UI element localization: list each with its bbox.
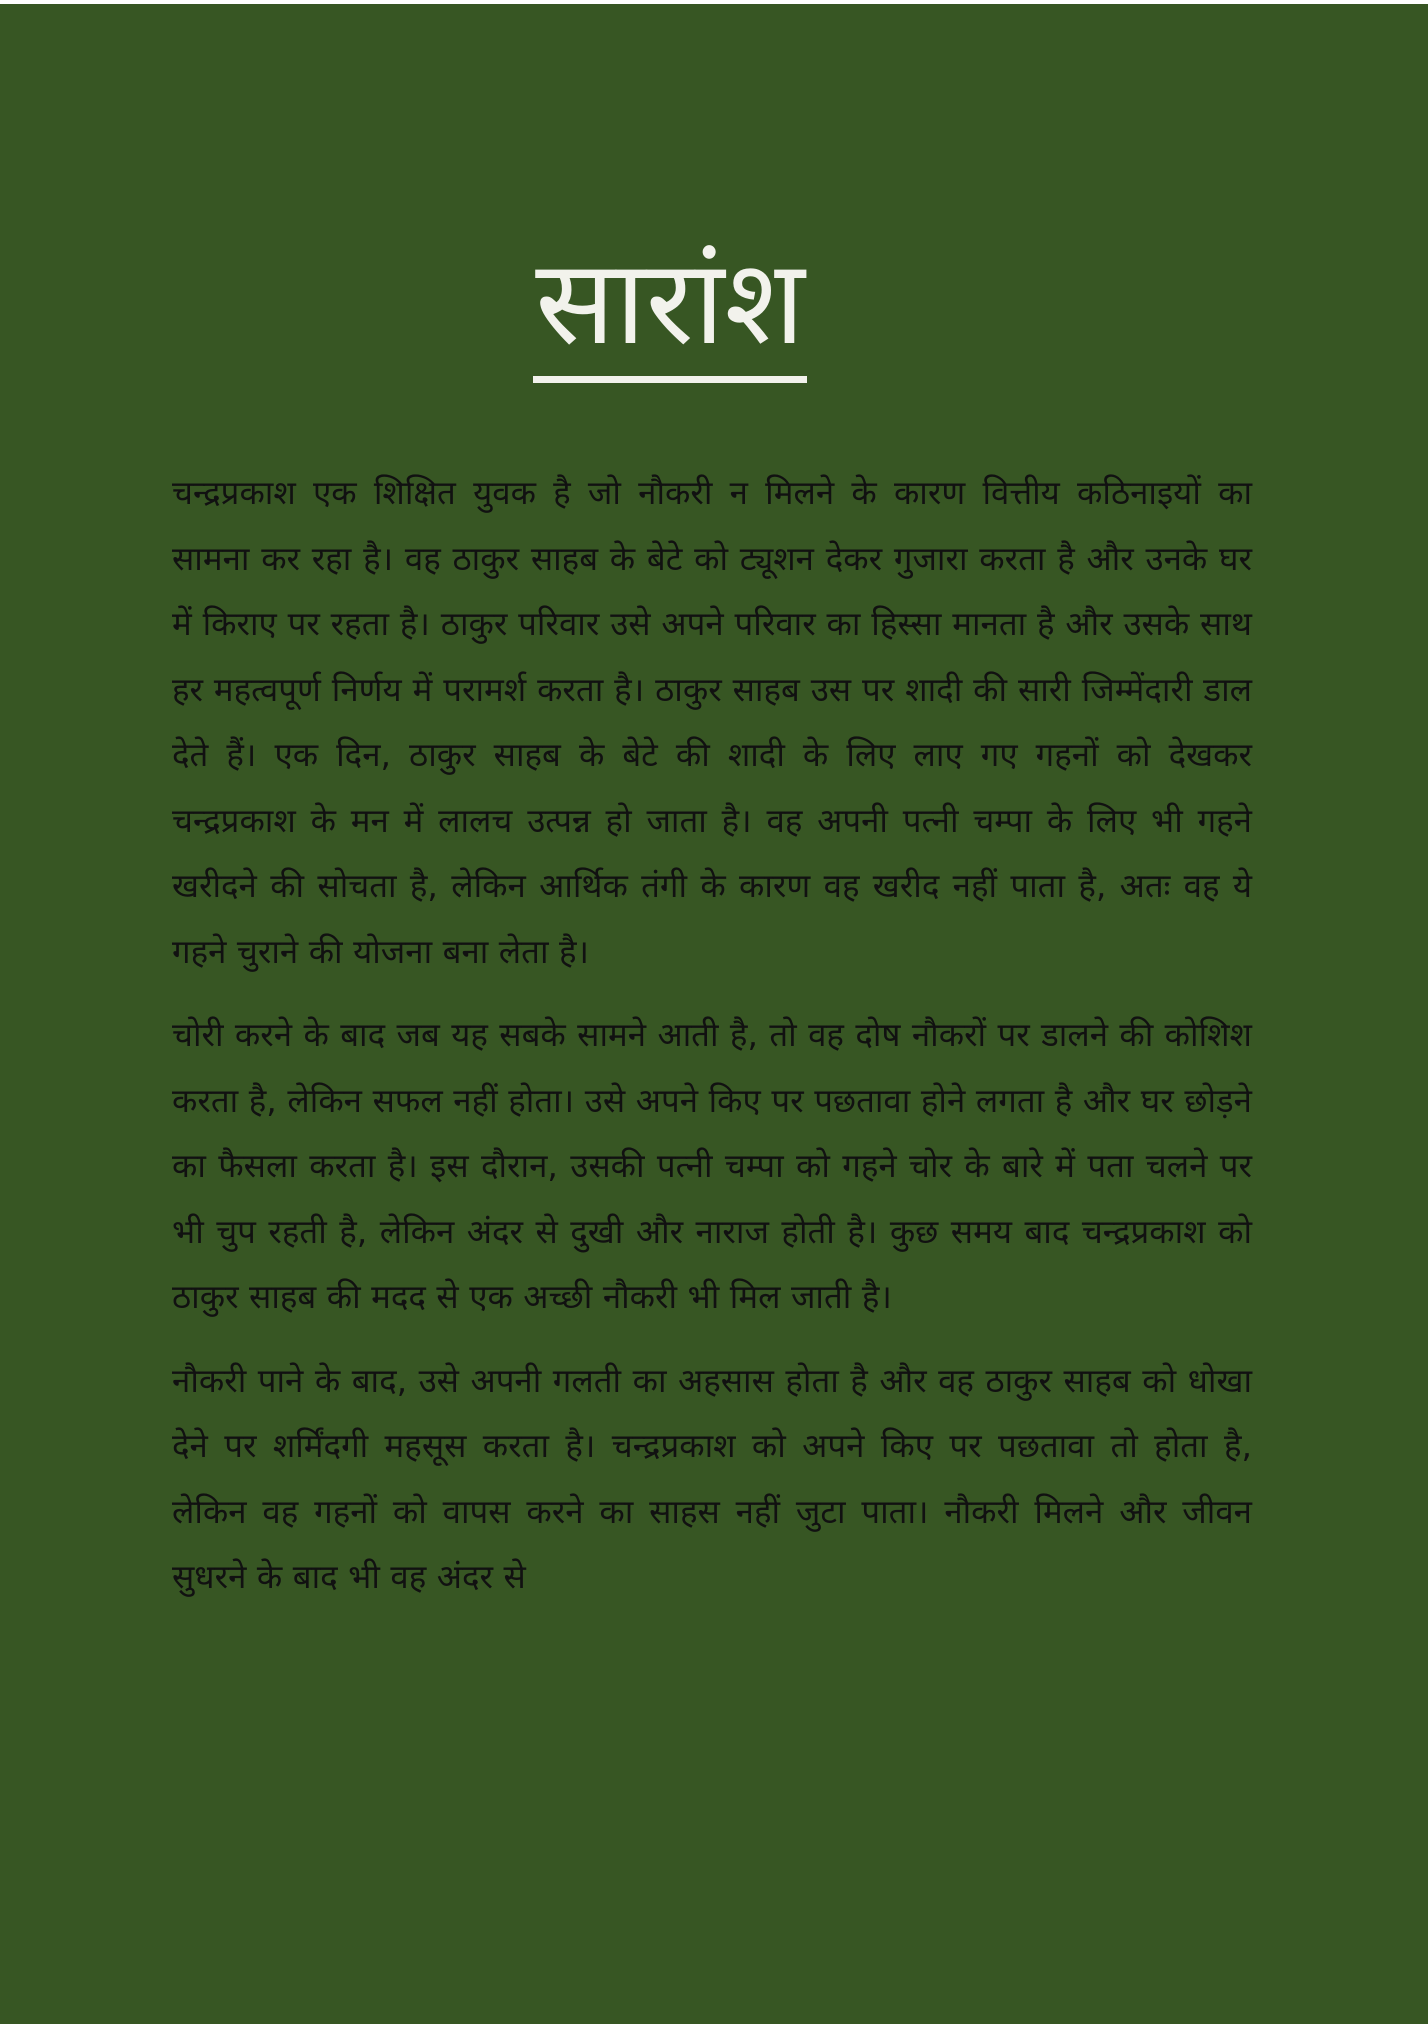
- paragraph-2: चोरी करने के बाद जब यह सबके सामने आती है, तो वह दोष नौकरों पर डालने की कोशिश करता है, लेकिन सफल नहीं होता। उसे अपने किए पर पछतावा होने लगता है और घर छोड़ने का फैसला करता है। इस दौरान, उसकी पत्नी चम्पा को गहने चोर के बारे में पता चलने पर भी चुप रहती है, लेकिन अंदर से दुखी और नाराज होती है। कुछ समय बाद चन्द्रप्रकाश को ठाकुर साहब की मदद से एक अच्छी नौकरी भी मिल जाती है।: [172, 1015, 1252, 1316]
- document-page: [0, 4, 1428, 2024]
- paragraph-3: नौकरी पाने के बाद, उसे अपनी गलती का अहसास होता है और वह ठाकुर साहब को धोखा देने पर शर्मिंदगी महसूस करता है। चन्द्रप्रकाश को अपने किए पर पछतावा तो होता है, लेकिन वह गहनों को वापस करने का साहस नहीं जुटा पाता। नौकरी मिलने और जीवन सुधरने के बाद भी वह अंदर से: [172, 1360, 1252, 1596]
- paragraph-1: चन्द्रप्रकाश एक शिक्षित युवक है जो नौकरी न मिलने के कारण वित्तीय कठिनाइयों का सामना कर रहा है। वह ठाकुर साहब के बेटे को ट्यूशन देकर गुजारा करता है और उनके घर में किराए पर रहता है। ठाकुर परिवार उसे अपने परिवार का हिस्सा मानता है और उसके साथ हर महत्वपूर्ण निर्णय में परामर्श करता है। ठाकुर साहब उस पर शादी की सारी जिम्मेंदारी डाल देते हैं। एक दिन, ठाकुर साहब के बेटे की शादी के लिए लाए गए गहनों को देखकर चन्द्रप्रकाश के मन में लालच उत्पन्न हो जाता है। वह अपनी पत्नी चम्पा के लिए भी गहने खरीदने की सोचता है, लेकिन आर्थिक तंगी के कारण वह खरीद नहीं पाता है, अतः वह ये गहने चुराने की योजना बना लेता है।: [172, 473, 1252, 971]
- summary-body: [172, 460, 1252, 1628]
- page-title: सारांश: [533, 232, 806, 383]
- title-container: [0, 232, 1340, 383]
